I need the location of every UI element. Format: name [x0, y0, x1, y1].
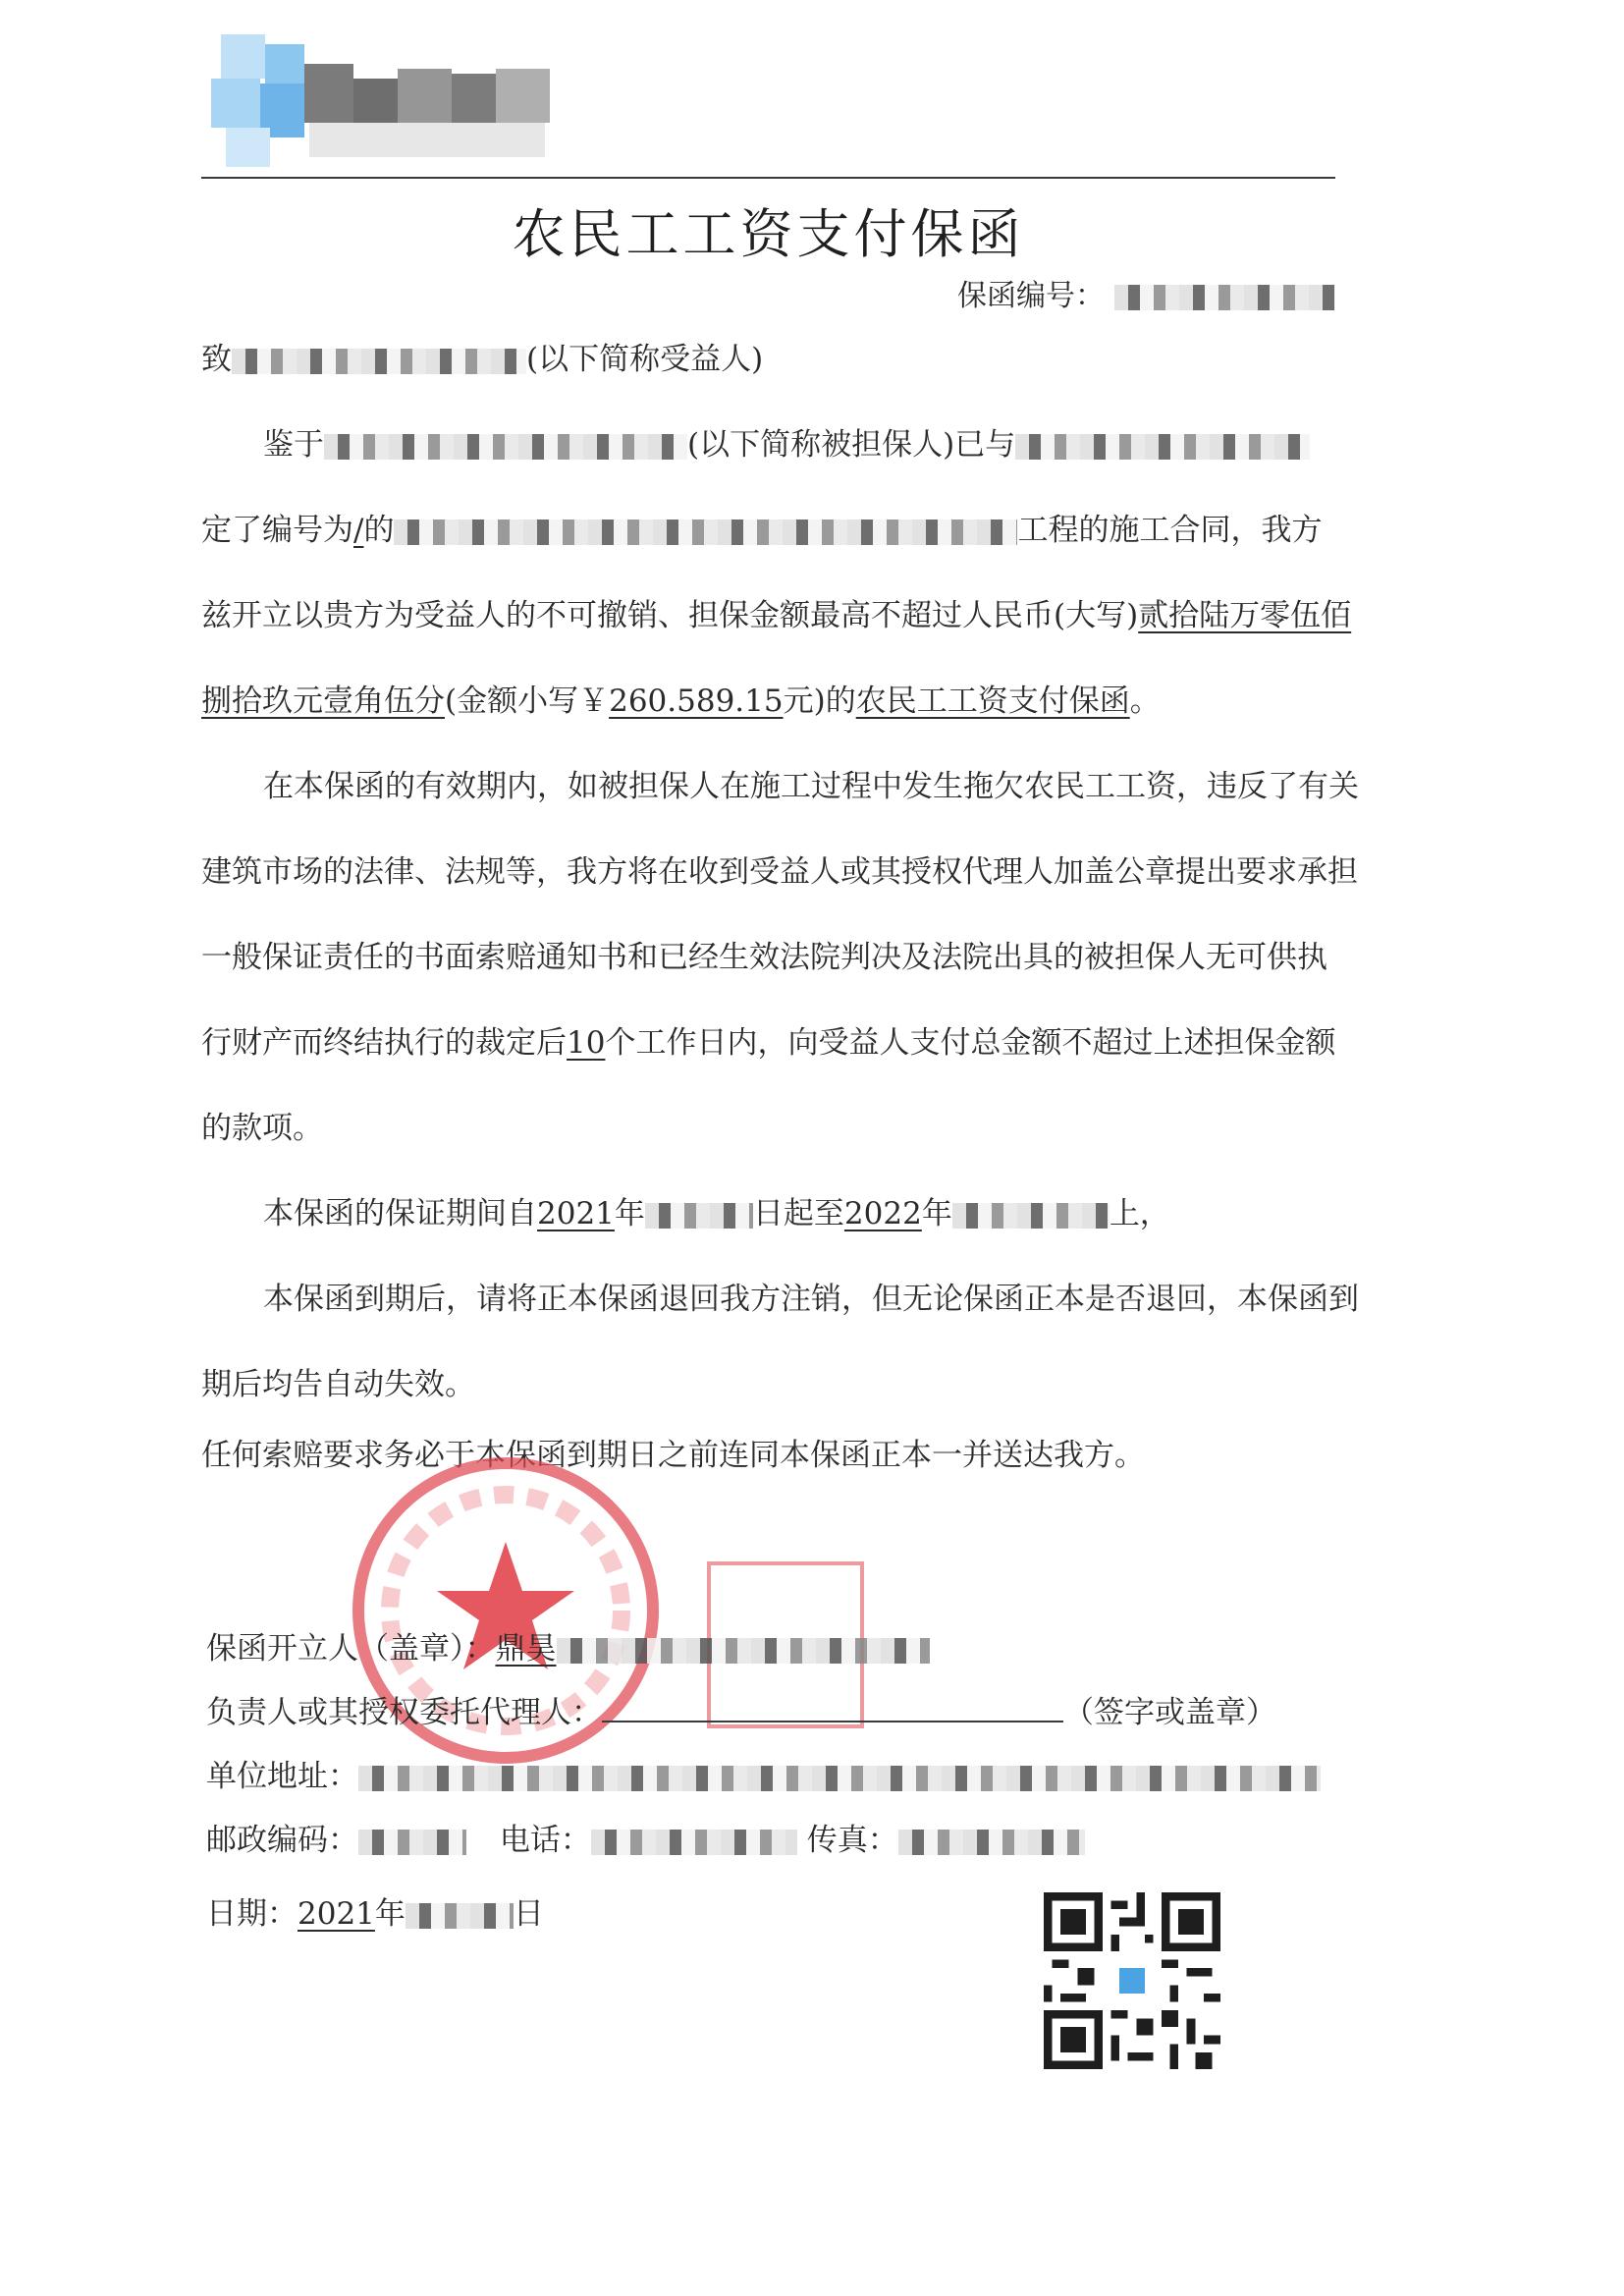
- end-year: 2022: [843, 1196, 922, 1231]
- text-day-to: 日起至: [752, 1196, 844, 1231]
- fax-label: 传真：: [806, 1823, 898, 1858]
- text-year2: 年: [921, 1196, 952, 1231]
- postcode-label: 邮政编码：: [206, 1823, 358, 1858]
- guarantee-name-ref: 农民工工资支付保函: [855, 683, 1130, 719]
- para5-line: 任何索赔要求务必于本保函到期日之前连同本保函正本一并送达我方。: [201, 1438, 1145, 1473]
- para2-line5: 的款项。: [201, 1111, 323, 1146]
- para3-line: [263, 1188, 1170, 1232]
- redacted-start-date: [645, 1203, 753, 1229]
- text-ruling: 行财产而终结执行的裁定后: [201, 1025, 567, 1061]
- header-rule: [201, 177, 1335, 179]
- para1-line1: [263, 419, 1310, 464]
- issuer-line: [206, 1623, 930, 1667]
- blurred-logo: [201, 25, 574, 172]
- text-guaranteed-party-note: (以下简称被担保人)已与: [687, 427, 1016, 463]
- agent-label: 负责人或其授权委托代理人：: [206, 1695, 602, 1730]
- redacted-employer: [1015, 434, 1310, 460]
- text-period-from: 本保函的保证期间自: [263, 1196, 537, 1231]
- redacted-guaranteed-party: [324, 434, 687, 460]
- amount-numeric: 260.589.15: [609, 683, 784, 719]
- text-yuan-de: 元)的: [783, 683, 856, 719]
- redacted-issuer-name: [557, 1638, 930, 1664]
- para1-line4: [201, 676, 1161, 720]
- qr-code-icon: [1044, 1892, 1220, 2069]
- redacted-phone: [591, 1830, 797, 1855]
- para4-line1: 本保函到期后，请将正本保函退回我方注销，但无论保函正本是否退回，本保函到: [263, 1282, 1359, 1317]
- para2-line4: [201, 1017, 1335, 1062]
- start-year: 2021: [537, 1196, 615, 1231]
- contact-line: [206, 1815, 1085, 1859]
- date-day-unit: 日: [513, 1896, 544, 1932]
- text-year1: 年: [614, 1196, 645, 1231]
- para1-line2: [201, 505, 1322, 549]
- addressee-line: [201, 334, 763, 378]
- redacted-end-date: [952, 1203, 1110, 1229]
- para1-line3: [201, 590, 1351, 634]
- address-line: [206, 1751, 1321, 1795]
- text-construction-contract: 工程的施工合同，我方: [1017, 513, 1323, 548]
- agent-line: [206, 1687, 1276, 1731]
- redacted-fax: [898, 1830, 1085, 1855]
- para2-line1: 在本保函的有效期内，如被担保人在施工过程中发生拖欠农民工工资，违反了有关: [263, 769, 1359, 804]
- text-jianyu: 鉴于: [263, 427, 324, 463]
- text-until: 上，: [1109, 1196, 1170, 1231]
- contract-number-value: /: [353, 513, 364, 548]
- redacted-postcode: [358, 1830, 466, 1855]
- address-label: 单位地址：: [206, 1759, 358, 1794]
- document-title: 农民工工资支付保函: [512, 203, 1025, 265]
- issuer-value: 鼎昊: [495, 1631, 557, 1667]
- guarantee-number-label: 保函编号：: [957, 279, 1105, 313]
- date-line: [206, 1888, 544, 1933]
- agent-suffix: （签字或盖章）: [1063, 1695, 1276, 1730]
- date-year-unit: 年: [374, 1896, 406, 1932]
- redacted-date: [406, 1903, 514, 1929]
- guarantee-number: [957, 271, 1335, 314]
- text-amount-small-label: (金额小写￥: [445, 683, 610, 719]
- amount-capital-part1: 贰拾陆万零伍佰: [1138, 598, 1352, 633]
- text-de: 的: [363, 513, 395, 548]
- addressee-suffix: (以下简称受益人): [526, 342, 764, 377]
- working-days-value: 10: [567, 1025, 606, 1061]
- redacted-beneficiary: [232, 349, 526, 374]
- text-payment-terms: 个工作日内，向受益人支付总金额不超过上述担保金额: [605, 1025, 1336, 1061]
- issuer-label: 保函开立人（盖章）：: [206, 1631, 496, 1667]
- redacted-project-name: [394, 519, 1017, 545]
- redacted-number: [1114, 285, 1335, 310]
- addressee-prefix: 致: [201, 342, 232, 377]
- amount-capital-part2: 捌拾玖元壹角伍分: [201, 683, 445, 719]
- para2-line2: 建筑市场的法律、法规等，我方将在收到受益人或其授权代理人加盖公章提出要求承担: [201, 854, 1358, 890]
- date-label: 日期：: [206, 1896, 298, 1932]
- text-period: 。: [1129, 683, 1161, 719]
- text-contract-number-intro: 定了编号为: [201, 513, 353, 548]
- para2-line3: 一般保证责任的书面索赔通知书和已经生效法院判决及法院出具的被担保人无可供执: [201, 940, 1327, 975]
- text-issue-guarantee: 兹开立以贵方为受益人的不可撤销、担保金额最高不超过人民币(大写): [201, 598, 1139, 633]
- para4-line2: 期后均告自动失效。: [201, 1367, 475, 1402]
- phone-label: 电话：: [499, 1823, 591, 1858]
- date-year: 2021: [298, 1896, 375, 1932]
- redacted-address: [358, 1766, 1321, 1791]
- agent-signature-blank: [602, 1720, 1063, 1722]
